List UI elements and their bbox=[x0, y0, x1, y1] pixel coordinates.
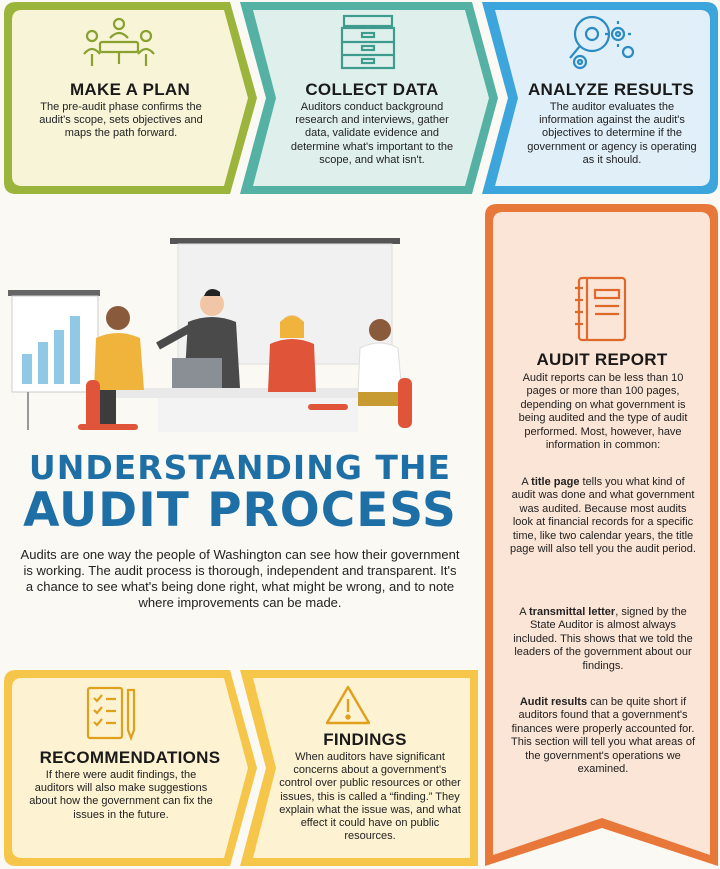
report-intro: Audit reports can be less than 10 pages or more than 100 pages, depending on what government is being audited and the type of audit performed. Most, however, have information in common: bbox=[518, 372, 688, 452]
plan-description: The pre-audit phase confirms the audit's scope, sets objectives and maps the path forward. bbox=[39, 101, 203, 140]
recommend-title: RECOMMENDATIONS bbox=[39, 748, 221, 767]
meeting-illustration bbox=[8, 234, 478, 434]
file-cabinet-icon bbox=[338, 14, 398, 75]
warning-triangle-icon bbox=[324, 684, 372, 731]
analyze-description: The auditor evaluates the information against the audit's objectives to determine if the government or agency is operating as it should. bbox=[527, 101, 697, 166]
findings-description: When auditors have significant concerns about a government's control over public resources or other issues, this is called a “finding.” They explain what the issue was, and what effect it could have on public resources. bbox=[279, 751, 461, 843]
plan-title: MAKE A PLAN bbox=[69, 80, 191, 99]
magnifier-gears-icon bbox=[566, 12, 640, 77]
collect-title: COLLECT DATA bbox=[305, 80, 439, 99]
hero-title-line2: AUDIT PROCESS bbox=[23, 483, 457, 538]
findings-title: FINDINGS bbox=[323, 730, 407, 749]
meeting-table-icon bbox=[80, 14, 158, 73]
recommend-description: If there were audit findings, the auditors will also make suggestions about how the government can fix the issues in the future. bbox=[29, 769, 213, 821]
analyze-title: ANALYZE RESULTS bbox=[527, 80, 695, 99]
checklist-pen-icon bbox=[84, 684, 138, 747]
collect-description: Auditors conduct background research and interviews, gather data, validate evidence and determine what's important to the scope, and what isn't. bbox=[290, 101, 454, 166]
notebook-icon bbox=[573, 274, 629, 349]
report-title: AUDIT REPORT bbox=[536, 350, 668, 369]
report-audit-results: Audit results can be quite short if auditors found that a government's finances were properly accounted for. This section will tell you what areas of the government's operations we examined. bbox=[510, 696, 696, 776]
hero-title-line1: UNDERSTANDING THE bbox=[28, 448, 452, 487]
report-transmittal-letter: A transmittal letter, signed by the State Auditor is almost always included. This shows that we told the leaders of the government about our findings. bbox=[513, 606, 693, 672]
report-title-page: A title page tells you what kind of audit was done and what government was audited. Because most audits look at financial records for a specific time, like two calendar years, the title page will also tell you the audit period. bbox=[510, 476, 696, 556]
hero-intro: Audits are one way the people of Washington can see how their government is working. The audit process is thorough, independent and transparent. It's a chance to see what's being done right, what might be wrong, and to note where improvements can be made. bbox=[20, 547, 460, 610]
